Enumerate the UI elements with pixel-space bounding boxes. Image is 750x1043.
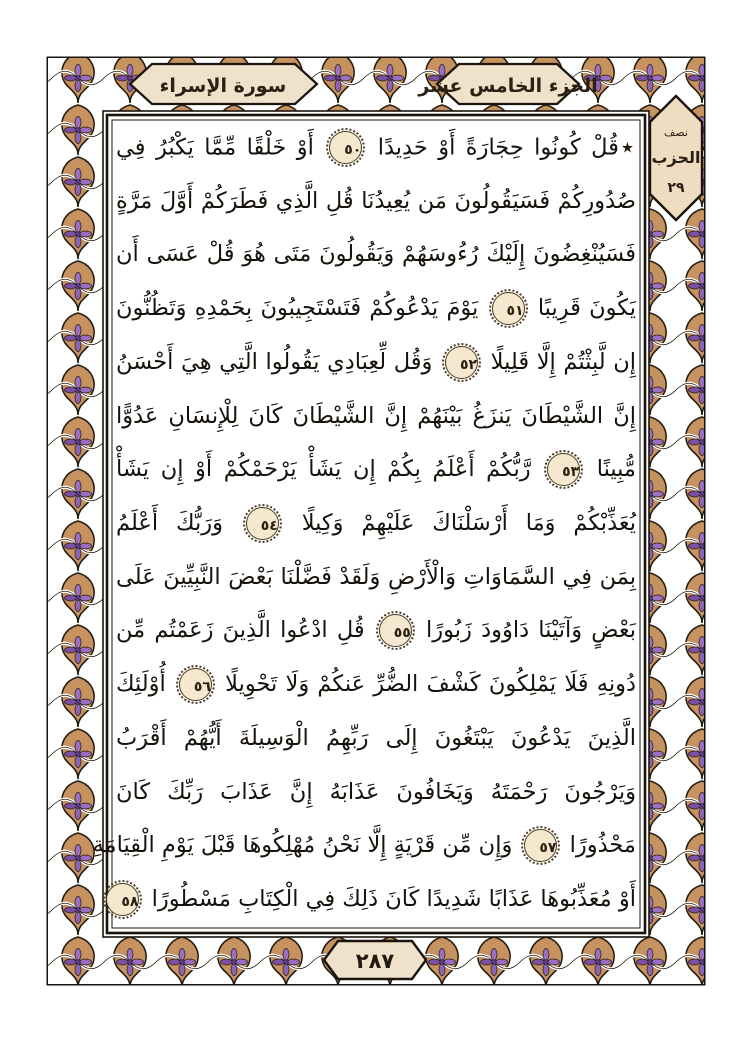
- page-number: ٢٨٧: [355, 949, 395, 973]
- quran-line: [116, 390, 636, 444]
- quran-words: وَقُل لِّعِبَادِي يَقُولُوا الَّتِي هِيَ أَحْسَنُ: [116, 348, 441, 375]
- quran-line: [116, 766, 636, 820]
- quran-line: [116, 282, 636, 336]
- quran-line: [116, 336, 636, 390]
- quran-words: مُّبِينًا: [585, 456, 636, 483]
- ayah-end-medallion: [246, 507, 279, 540]
- quran-words: فَسَيُنْغِضُونَ إِلَيْكَ رُءُوسَهُمْ وَيَقُولُونَ مَتَى هُوَ قُلْ عَسَى أَن: [116, 241, 636, 268]
- quran-line: [116, 551, 636, 605]
- ayah-end-medallion: [524, 829, 557, 862]
- quran-words: يَوْمَ يَدْعُوكُمْ فَتَسْتَجِيبُونَ بِحَمْدِهِ وَتَظُنُّونَ: [116, 295, 487, 322]
- quran-words: بِمَن فِي السَّمَاوَاتِ وَالْأَرْضِ وَلَقَدْ فَضَّلْنَا بَعْضَ النَّبِيِّينَ عَلَى: [116, 563, 636, 590]
- ayah-number: ٥٨: [121, 894, 139, 911]
- quran-line: [116, 712, 636, 766]
- hizb-marker-word-nisf: نصف: [664, 126, 688, 139]
- quran-text: [92, 121, 637, 927]
- quran-words: يُعَذِّبْكُمْ وَمَا أَرْسَلْنَاكَ عَلَيْهِمْ وَكِيلًا: [283, 510, 636, 537]
- surah-title: سورة الإسراء: [159, 75, 287, 97]
- quran-words: رَّبُّكُمْ أَعْلَمُ بِكُمْ إِن يَشَأْ يَرْحَمْكُمْ أَوْ إِن يَشَأْ: [116, 456, 543, 483]
- ayah-number: ٥٧: [539, 840, 557, 857]
- quran-line: [116, 604, 636, 658]
- ayah-end-medallion: [547, 453, 580, 486]
- quran-line: [116, 497, 636, 551]
- quran-words: أَوْ مُعَذِّبُوهَا عَذَابًا شَدِيدًا كَانَ ذَلِكَ فِي الْكِتَابِ مَسْطُورًا: [144, 886, 636, 913]
- ayah-number: ٥٦: [193, 679, 211, 696]
- quran-line: [92, 819, 636, 873]
- quran-line: [116, 443, 636, 497]
- quran-words: إِن لَّبِثْتُمْ إِلَّا قَلِيلًا: [483, 348, 637, 375]
- ayah-end-medallion: [492, 292, 525, 325]
- quran-words: وَإِن مِّن قَرْيَةٍ إِلَّا نَحْنُ مُهْلِكُوهَا قَبْلَ يَوْمِ الْقِيَامَةِ: [92, 832, 520, 859]
- quran-words: الَّذِينَ يَدْعُونَ يَبْتَغُونَ إِلَى رَبِّهِمُ الْوَسِيلَةَ أَيُّهُمْ أَقْرَبُ: [116, 724, 636, 751]
- quran-words: دُونِهِ فَلَا يَمْلِكُونَ كَشْفَ الضُّرِّ عَنكُمْ وَلَا تَحْوِيلًا: [216, 671, 636, 698]
- ayah-end-medallion: [179, 668, 212, 701]
- ayah-end-medallion: [379, 614, 412, 647]
- quran-words: وَرَبُّكَ أَعْلَمُ: [116, 510, 241, 537]
- quran-words: وَيَرْجُونَ رَحْمَتَهُ وَيَخَافُونَ عَذَابَهُ إِنَّ عَذَابَ رَبِّكَ كَانَ: [116, 778, 636, 805]
- quran-words: يَكُونَ قَرِيبًا: [529, 295, 636, 322]
- quran-words: قُلْ كُونُوا حِجَارَةً أَوْ حَدِيدًا: [367, 134, 619, 161]
- quran-words: صُدُورِكُمْ فَسَيَقُولُونَ مَن يُعِيدُنَا قُلِ الَّذِي فَطَرَكُمْ أَوَّلَ مَرَّةٍ: [116, 187, 636, 214]
- ayah-number: ٥٣: [562, 464, 580, 481]
- ayah-number: ٥٢: [459, 356, 478, 373]
- quran-words: مَحْذُورًا: [562, 832, 636, 859]
- ayah-number: ٥٠: [344, 142, 362, 159]
- quran-words: إِنَّ الشَّيْطَانَ يَنزَغُ بَيْنَهُمْ إِنَّ الشَّيْطَانَ كَانَ لِلْإِنسَانِ عَدُوًّا: [116, 402, 636, 429]
- quran-words: أُوْلَئِكَ: [116, 671, 174, 698]
- ayah-number: ٥٤: [260, 518, 278, 535]
- ayah-end-medallion: [106, 883, 139, 916]
- quran-line: [116, 873, 636, 927]
- quran-line: [116, 121, 636, 175]
- quran-words: قُلِ ادْعُوا الَّذِينَ زَعَمْتُم مِّن: [116, 617, 374, 644]
- hizb-marker-word-hizb: الحزب: [651, 148, 701, 167]
- ayah-number: ٥٥: [393, 625, 411, 642]
- rub-el-hizb-star-icon: ٭: [620, 133, 634, 161]
- hizb-marker-number: ٢٩: [667, 180, 685, 196]
- quran-line: [116, 228, 636, 282]
- ayah-number: ٥١: [506, 303, 524, 320]
- ayah-end-medallion: [445, 346, 478, 379]
- ayah-end-medallion: [329, 131, 362, 164]
- quran-line: [116, 175, 636, 229]
- quran-words: بَعْضٍ وَآتَيْنَا دَاوُودَ زَبُورًا: [416, 617, 636, 644]
- quran-words: أَوْ خَلْقًا مِّمَّا يَكْبُرُ فِي: [116, 134, 325, 161]
- juz-title: الجزء الخامس عشر: [418, 75, 598, 97]
- quran-line: [116, 658, 636, 712]
